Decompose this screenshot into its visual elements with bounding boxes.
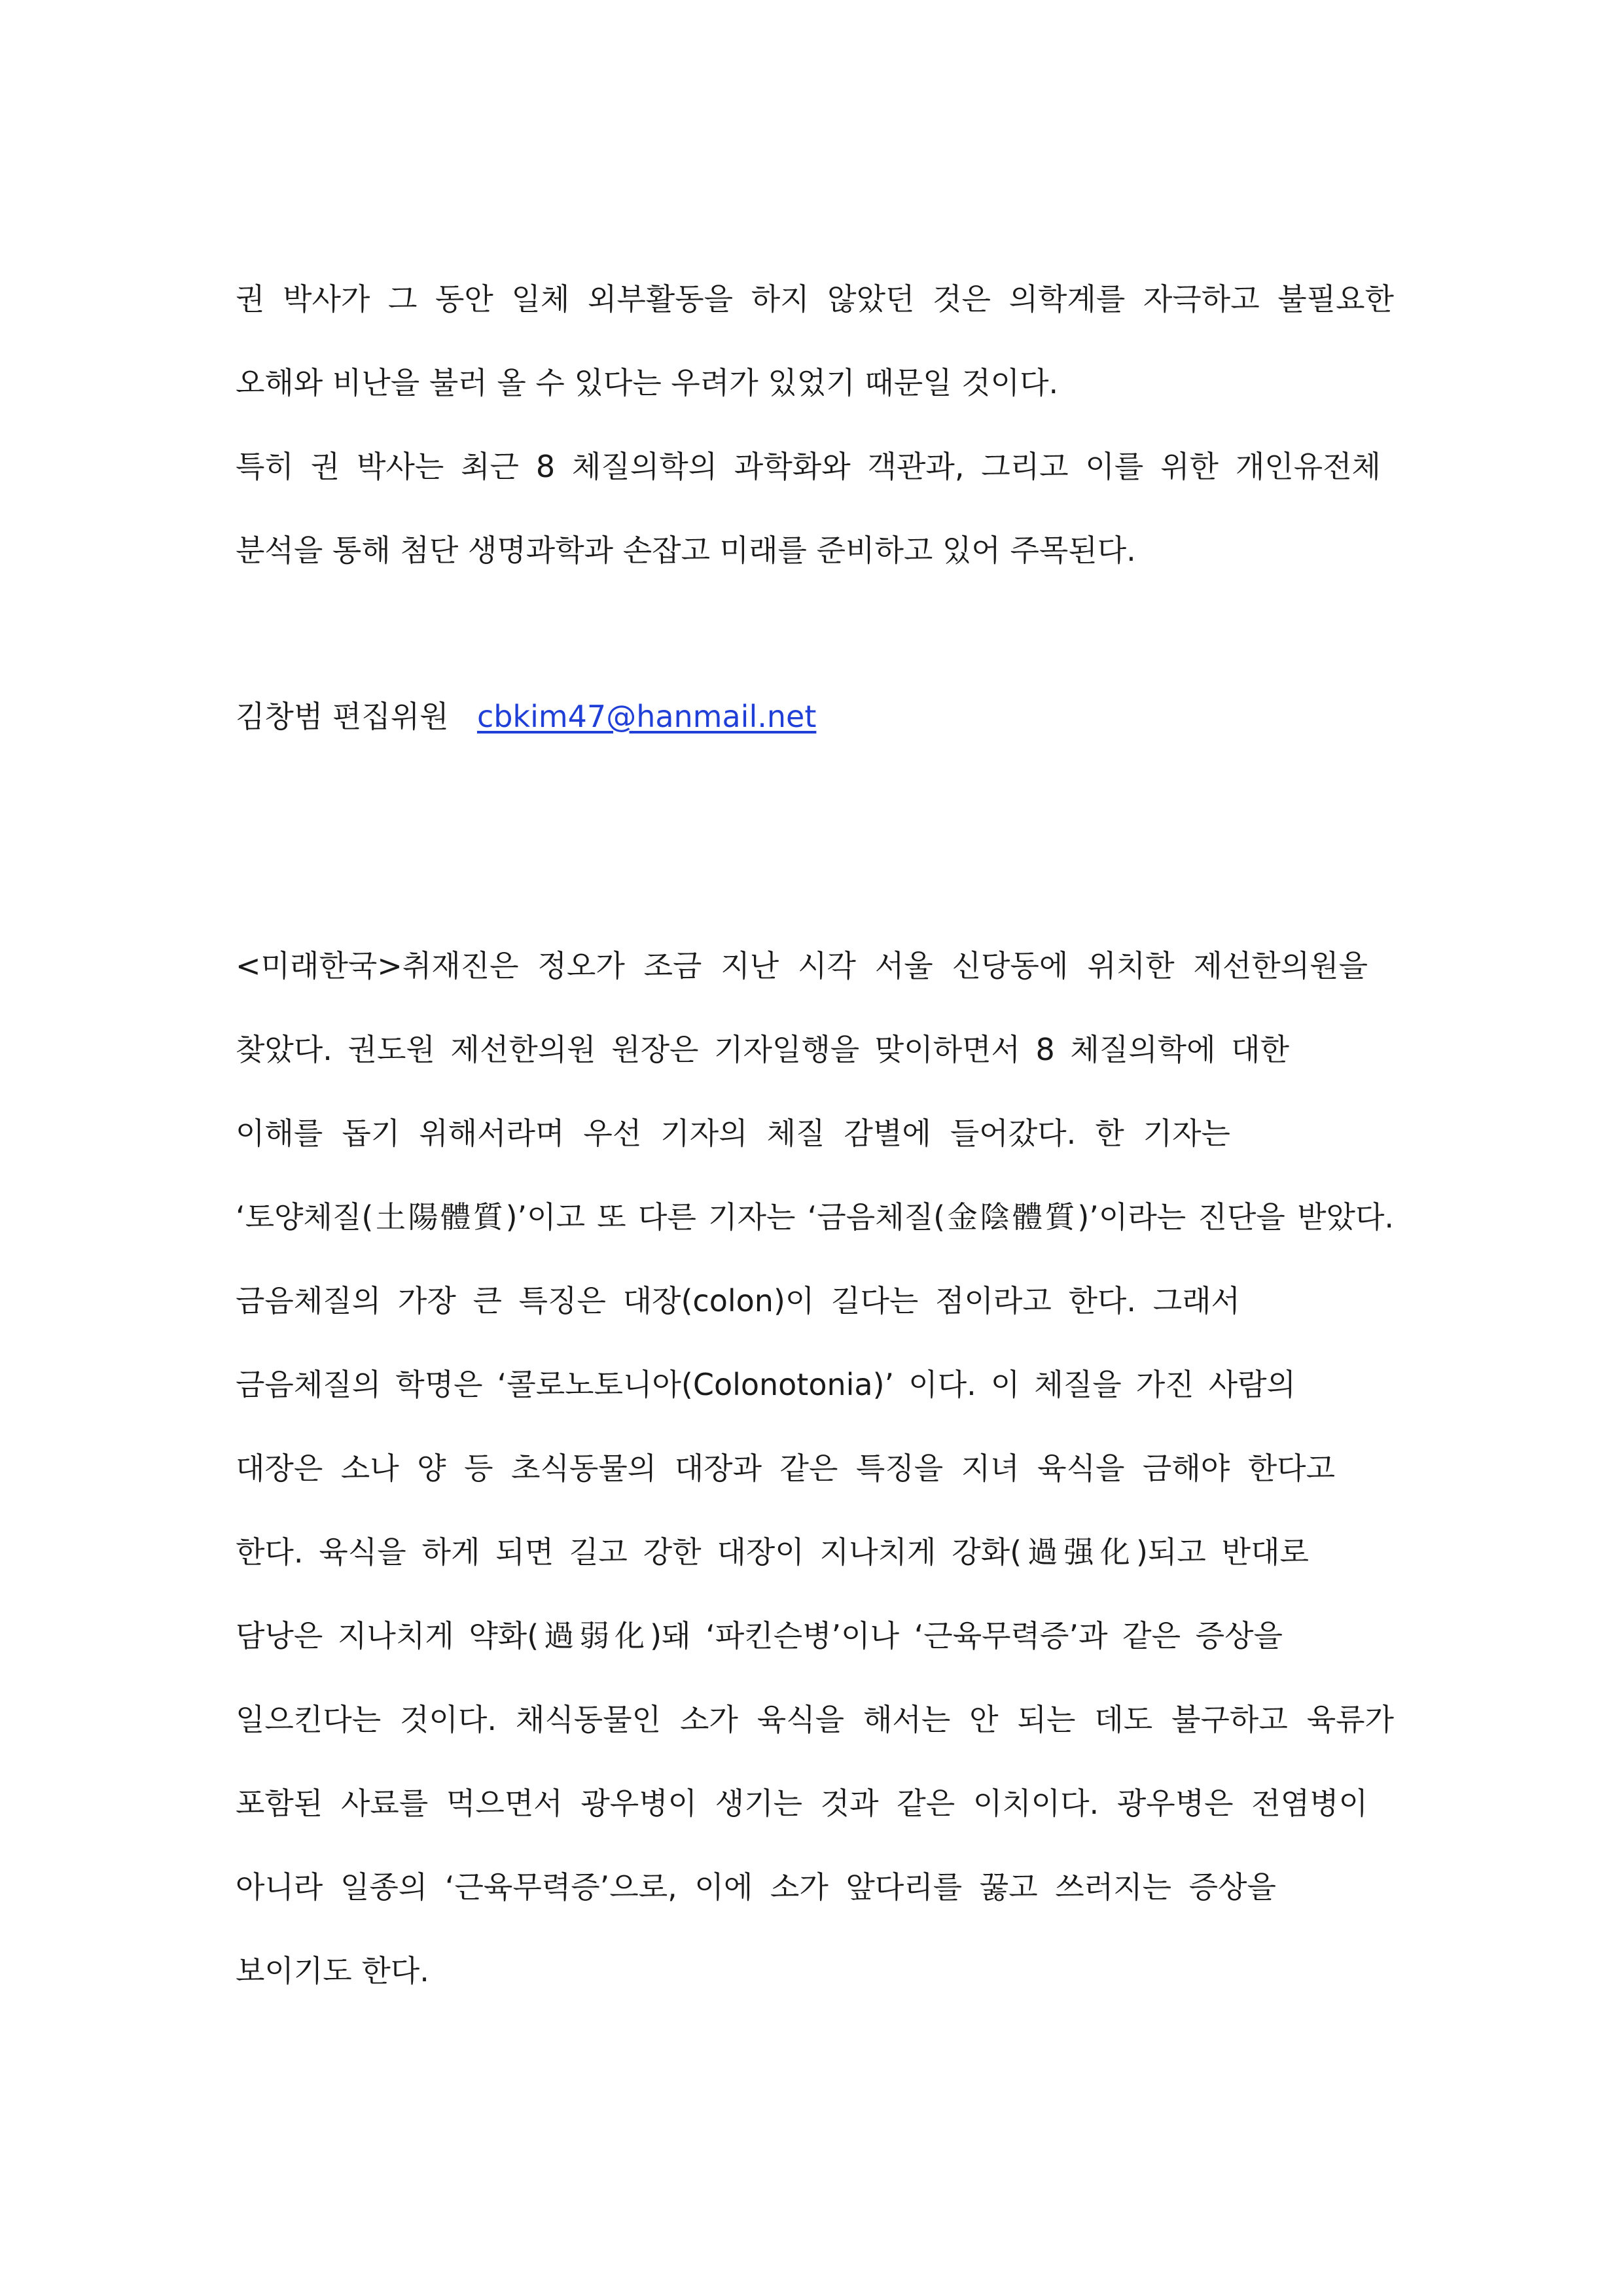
- article-line: 일으킨다는 것이다. 채식동물인 소가 육식을 해서는 안 되는 데도 불구하고 육류가: [236, 1702, 1394, 1737]
- paragraph-line: 분석을 통해 첨단 생명과학과 손잡고 미래를 준비하고 있어 주목된다.: [236, 533, 1136, 568]
- byline: [236, 697, 816, 736]
- author-name: 김창범 편집위원: [236, 699, 449, 734]
- paragraph-line: 오해와 비난을 불러 올 수 있다는 우려가 있었기 때문일 것이다.: [236, 365, 1059, 400]
- article-line: 금음체질의 가장 큰 특징은 대장(colon)이 길다는 점이라고 한다. 그래서: [236, 1283, 1240, 1318]
- article-line: 금음체질의 학명은 ‘콜로노토니아(Colonotonia)’ 이다. 이 체질을 가진 사람의: [236, 1367, 1296, 1402]
- article-line: <미래한국>취재진은 정오가 조금 지난 시각 서울 신당동에 위치한 제선한의원을: [236, 948, 1368, 983]
- article-line: 대장은 소나 양 등 초식동물의 대장과 같은 특징을 지녀 육식을 금해야 한다고: [236, 1451, 1335, 1486]
- paragraph-line: 특히 권 박사는 최근 8 체질의학의 과학화와 객관과, 그리고 이를 위한 개인유전체: [236, 449, 1381, 484]
- article-line: 이해를 돕기 위해서라며 우선 기자의 체질 감별에 들어갔다. 한 기자는: [236, 1116, 1230, 1151]
- article-line: 담낭은 지나치게 약화(過弱化)돼 ‘파킨슨병’이나 ‘근육무력증’과 같은 증상을: [236, 1618, 1283, 1653]
- article-line: ‘토양체질(土陽體質)’이고 또 다른 기자는 ‘금음체질(金陰體質)’이라는 진단을 받았다.: [236, 1199, 1394, 1235]
- article-line: 아니라 일종의 ‘근육무력증’으로, 이에 소가 앞다리를 꿇고 쓰러지는 증상을: [236, 1869, 1276, 1905]
- article-line: 한다. 육식을 하게 되면 길고 강한 대장이 지나치게 강화(過强化)되고 반대로: [236, 1534, 1309, 1570]
- article-line: 포함된 사료를 먹으면서 광우병이 생기는 것과 같은 이치이다. 광우병은 전염병이: [236, 1786, 1368, 1821]
- paragraph-line: 권 박사가 그 동안 일체 외부활동을 하지 않았던 것은 의학계를 자극하고 불필요한: [236, 281, 1394, 317]
- author-email-link[interactable]: cbkim47@hanmail.net: [476, 699, 817, 734]
- article-line: 보이기도 한다.: [236, 1953, 429, 1988]
- article-line: 찾았다. 권도원 제선한의원 원장은 기자일행을 맞이하면서 8 체질의학에 대한: [236, 1032, 1289, 1067]
